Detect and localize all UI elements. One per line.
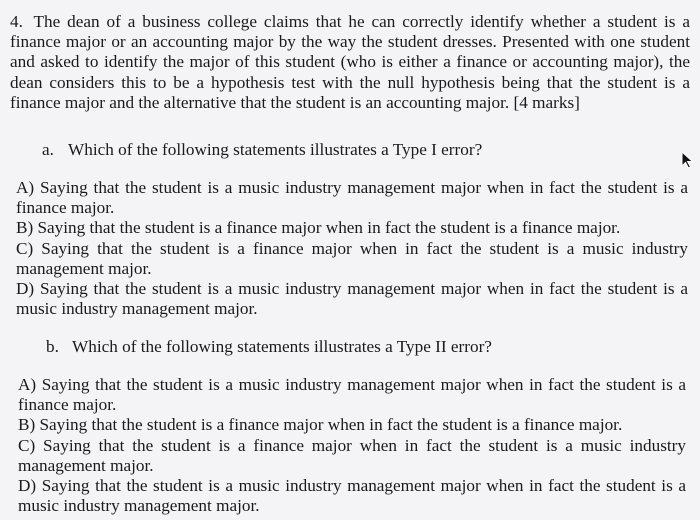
subquestion-letter: b. — [46, 337, 59, 356]
option-c: C) Saying that the student is a finance major when in fact the student is a music industry management major. — [16, 238, 688, 278]
question-4 — [10, 12, 690, 113]
option-c: C) Saying that the student is a finance major when in fact the student is a music industry management major. — [18, 435, 686, 475]
subquestion-text: Which of the following statements illustrates a Type I error? — [68, 140, 483, 159]
question-text: The dean of a business college claims that he can correctly identify whether a student is a finance major or an accounting major by the way the student dresses. Presented with one student and asked to identify the major of this student (who is either a finance or accounting major), the dean considers this to be a hypothesis test with the null hypothesis being that the student is a finance major and the alternative that the student is an accounting major. [4 marks] — [10, 12, 690, 112]
question-number: 4. — [10, 12, 23, 31]
subquestion-text: Which of the following statements illustrates a Type II error? — [72, 337, 492, 356]
subquestion-letter: a. — [42, 140, 54, 159]
option-a: A) Saying that the student is a music industry management major when in fact the student is a finance major. — [18, 375, 686, 415]
option-b: B) Saying that the student is a finance major when in fact the student is a finance major. — [18, 415, 623, 435]
subquestion-b-options — [18, 375, 686, 516]
option-a: A) Saying that the student is a music industry management major when in fact the student is a finance major. — [16, 178, 688, 218]
option-d: D) Saying that the student is a music industry management major when in fact the student is a music industry management major. — [16, 279, 688, 319]
option-b: B) Saying that the student is a finance major when in fact the student is a finance major. — [16, 218, 621, 238]
subquestion-a-prompt — [42, 140, 642, 160]
subquestion-b-prompt — [46, 337, 646, 357]
subquestion-a-options — [16, 178, 688, 319]
mouse-pointer-icon — [681, 151, 695, 169]
option-d: D) Saying that the student is a music industry management major when in fact the student is a music industry management major. — [18, 476, 686, 516]
